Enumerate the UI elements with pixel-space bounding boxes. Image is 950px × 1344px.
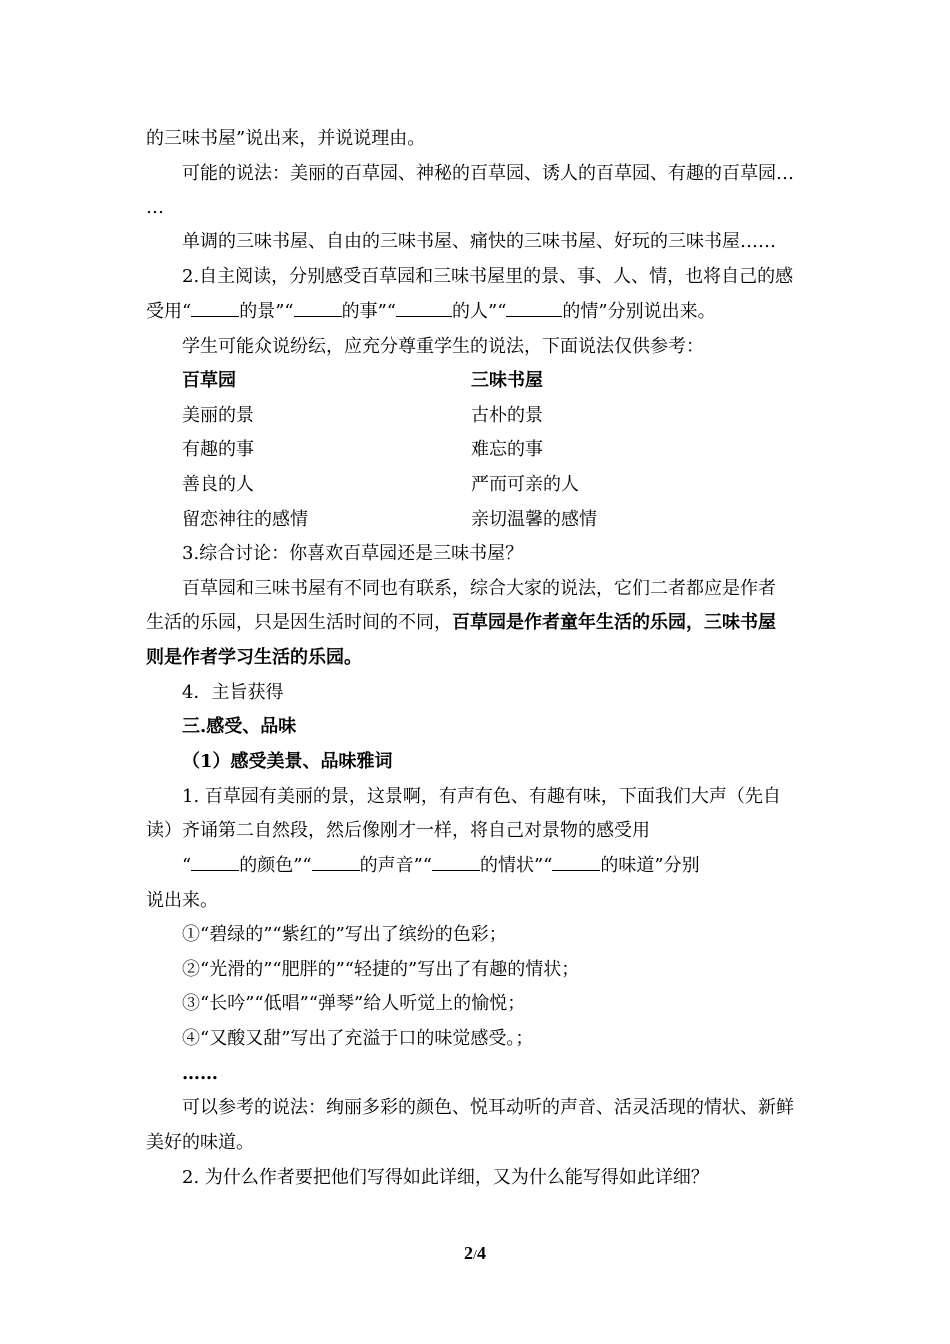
text-line: 3.综合讨论：你喜欢百草园还是三味书屋？: [182, 543, 524, 564]
blank-underline: [506, 300, 562, 317]
subsection-heading: （1）感受美景、品味雅词: [182, 751, 393, 772]
bold-conclusion: 则是作者学习生活的乐园。: [146, 647, 362, 668]
table-cell: 善良的人: [182, 474, 254, 495]
text-line: 2. 为什么作者要把他们写得如此详细，又为什么能写得如此详细？: [182, 1167, 709, 1188]
section-heading: 三.感受、品味: [182, 716, 297, 737]
fill-blank-line: “ 的颜色”“ 的声音”“ 的情状”“ 的味道”分别: [182, 855, 700, 876]
text-line: 学生可能众说纷纭，应充分尊重学生的说法，下面说法仅供参考：: [182, 336, 704, 357]
bold-conclusion: 百草园是作者童年生活的乐园，三味书屋: [452, 612, 776, 633]
blank-underline: [396, 300, 452, 317]
table-header-baicaoyuan: 百草园: [182, 370, 236, 391]
text-line: 4．主旨获得: [182, 682, 284, 703]
table-header-sanweishuwu: 三味书屋: [471, 370, 543, 391]
text-line: 生活的乐园，只是因生活时间的不同，百草园是作者童年生活的乐园，三味书屋: [146, 612, 776, 633]
text-line: 美好的味道。: [146, 1132, 254, 1153]
blank-underline: [552, 854, 600, 871]
text-line: 1. 百草园有美丽的景，这景啊，有声有色、有趣有味，下面我们大声（先自: [182, 786, 781, 807]
text-line: 读）齐诵第二自然段，然后像刚才一样，将自己对景物的感受用: [146, 820, 650, 841]
list-item: ④“又酸又甜”写出了充溢于口的味觉感受。；: [182, 1028, 534, 1049]
table-cell: 难忘的事: [471, 439, 543, 460]
table-cell: 留恋神往的感情: [182, 509, 308, 530]
text-line: 说出来。: [146, 890, 218, 911]
blank-underline: [294, 300, 342, 317]
text-line: 单调的三味书屋、自由的三味书屋、痛快的三味书屋、好玩的三味书屋……: [182, 231, 776, 252]
text-line: 可能的说法：美丽的百草园、神秘的百草园、诱人的百草园、有趣的百草园…: [182, 163, 794, 184]
text-line: 的三味书屋”说出来，并说说理由。: [146, 128, 426, 149]
table-cell: 亲切温馨的感情: [471, 509, 597, 530]
list-item: ③“长吟”“低唱”“弹琴”给人听觉上的愉悦；: [182, 993, 526, 1014]
fill-blank-line: 受用“ 的景”“ 的事”“ 的人”“ 的情”分别说出来。: [146, 301, 716, 322]
table-cell: 古朴的景: [471, 405, 543, 426]
table-cell: 严而可亲的人: [471, 474, 579, 495]
list-item: ②“光滑的”“肥胖的”“轻捷的”写出了有趣的情状；: [182, 959, 580, 980]
text-line: 可以参考的说法：绚丽多彩的颜色、悦耳动听的声音、活灵活现的情状、新鲜: [182, 1097, 794, 1118]
blank-underline: [191, 300, 239, 317]
page-number: 2/4: [464, 1243, 486, 1263]
text-line: 2.自主阅读，分别感受百草园和三味书屋里的景、事、人、情，也将自己的感: [182, 266, 794, 287]
text-line: 百草园和三味书屋有不同也有联系，综合大家的说法，它们二者都应是作者: [182, 578, 776, 599]
blank-underline: [312, 854, 360, 871]
table-cell: 有趣的事: [182, 439, 254, 460]
blank-underline: [432, 854, 480, 871]
list-item: ①“碧绿的”“紫红的”写出了缤纷的色彩；: [182, 924, 507, 945]
table-cell: 美丽的景: [182, 405, 254, 426]
text-line: …: [146, 197, 164, 218]
ellipsis: ……: [182, 1063, 218, 1084]
blank-underline: [191, 854, 239, 871]
